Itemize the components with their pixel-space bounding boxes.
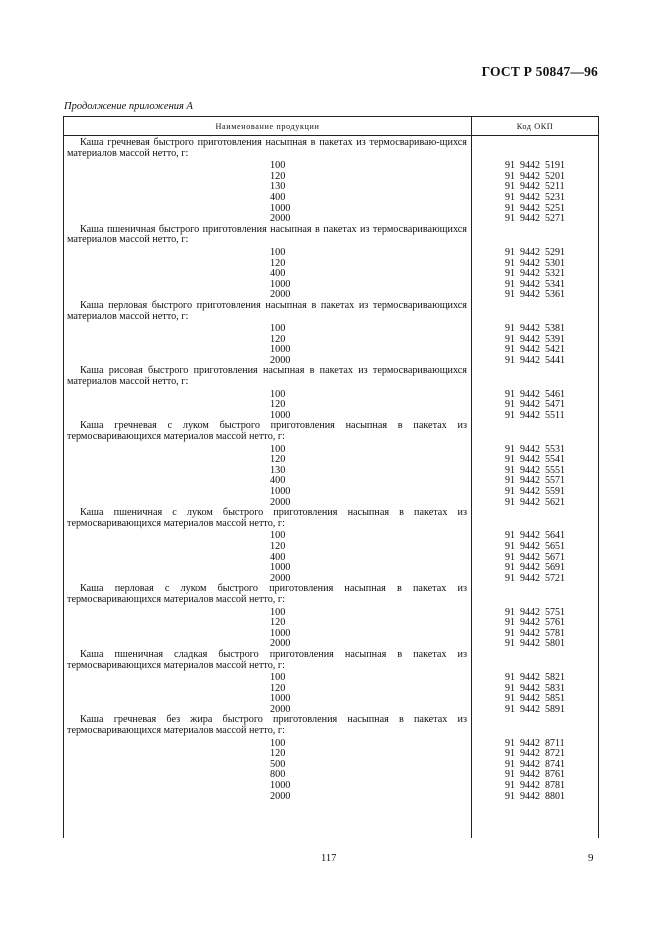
- net-mass-value: 1000: [270, 409, 291, 421]
- net-mass-value: 100: [270, 388, 286, 400]
- net-mass-value: 400: [270, 191, 286, 203]
- okp-code-value: 91 9442 5781: [505, 627, 565, 639]
- net-mass-value: 400: [270, 475, 286, 487]
- okp-code-value: 91 9442 5721: [505, 572, 565, 584]
- product-group-title: Каша пшеничная сладкая быстрого приготовления насыпная в пакетах из термосваривающихся материалов массой нетто, г:: [67, 648, 467, 671]
- product-group-title: Каша перловая быстрого приготовления насыпная в пакетах из термосваривающихся материалов массой нетто, г:: [67, 299, 467, 322]
- product-group-title: Каша пшеничная с луком быстрого приготовления насыпная в пакетах из термосваривающихся материалов массой нетто, г:: [67, 507, 467, 529]
- net-mass-value: 120: [270, 399, 286, 411]
- okp-code-value: 91 9442 8721: [505, 748, 565, 760]
- okp-code-value: 91 9442 8741: [505, 758, 565, 770]
- okp-code-value: 91 9442 5851: [505, 693, 565, 705]
- okp-code-value: 91 9442 5391: [505, 333, 565, 345]
- product-group-title: Каша гречневая с луком быстрого приготовления насыпная в пакетах из термосваривающихся материалов массой нетто, г:: [67, 420, 467, 443]
- net-mass-value: 100: [270, 246, 286, 258]
- okp-code-value: 91 9442 5751: [505, 606, 565, 618]
- net-mass-value: 100: [270, 323, 286, 335]
- continuation-caption: Продолжение приложения А: [64, 101, 193, 112]
- net-mass-value: 130: [270, 181, 286, 193]
- net-mass-value: 400: [270, 268, 286, 280]
- net-mass-value: 1000: [270, 202, 291, 214]
- standard-number: ГОСТ Р 50847—96: [481, 64, 598, 79]
- okp-code-value: 91 9442 5621: [505, 496, 565, 508]
- net-mass-value: 2000: [270, 572, 291, 584]
- table-row: [64, 487, 598, 498]
- okp-code-value: 91 9442 5801: [505, 638, 565, 650]
- column-header-name: Наименование продукции: [64, 117, 472, 135]
- okp-code-value: 91 9442 5571: [505, 475, 565, 487]
- okp-code-value: 91 9442 8711: [505, 737, 565, 749]
- net-mass-value: 1000: [270, 562, 291, 574]
- okp-code-value: 91 9442 5551: [505, 464, 565, 476]
- okp-code-value: 91 9442 5231: [505, 191, 565, 203]
- net-mass-value: 100: [270, 530, 286, 542]
- okp-code-value: 91 9442 5211: [505, 181, 565, 193]
- net-mass-value: 100: [270, 606, 286, 618]
- okp-code-value: 91 9442 5291: [505, 246, 565, 258]
- okp-code-value: 91 9442 5541: [505, 454, 565, 466]
- net-mass-value: 2000: [270, 790, 291, 802]
- okp-code-value: 91 9442 5691: [505, 562, 565, 574]
- net-mass-value: 120: [270, 170, 286, 182]
- okp-code-value: 91 9442 5591: [505, 486, 565, 497]
- product-code-table: [63, 116, 599, 838]
- net-mass-value: 2000: [270, 703, 291, 715]
- net-mass-value: 120: [270, 748, 286, 760]
- product-group-title: Каша гречневая без жира быстрого приготовления насыпная в пакетах из термосваривающихся материалов массой нетто, г:: [67, 714, 467, 737]
- okp-code-value: 91 9442 5531: [505, 443, 565, 455]
- okp-code-value: 91 9442 5441: [505, 354, 565, 366]
- table-rows: [64, 138, 598, 802]
- net-mass-value: 100: [270, 737, 286, 749]
- okp-code-value: 91 9442 5471: [505, 399, 565, 411]
- net-mass-value: 2000: [270, 354, 291, 366]
- net-mass-value: 500: [270, 758, 286, 770]
- okp-code-value: 91 9442 5341: [505, 278, 565, 290]
- okp-code-value: 91 9442 5641: [505, 530, 565, 542]
- table-row: [64, 248, 598, 259]
- product-group-title: Каша пшеничная быстрого приготовления насыпная в пакетах из термосваривающихся материалов массой нетто, г:: [67, 223, 467, 246]
- net-mass-value: 1000: [270, 627, 291, 639]
- okp-code-value: 91 9442 5891: [505, 703, 565, 715]
- net-mass-value: 100: [270, 160, 286, 172]
- product-group-title: Каша гречневая быстрого приготовления насыпная в пакетах из термосвариваю-щихся материалов массой нетто, г:: [67, 137, 467, 159]
- okp-code-value: 91 9442 5671: [505, 551, 565, 563]
- okp-code-value: 91 9442 5821: [505, 672, 565, 684]
- net-mass-value: 120: [270, 257, 286, 269]
- okp-code-value: 91 9442 5461: [505, 388, 565, 400]
- net-mass-value: 400: [270, 551, 286, 563]
- net-mass-value: 1000: [270, 780, 291, 792]
- net-mass-value: 120: [270, 682, 286, 694]
- net-mass-value: 800: [270, 769, 286, 781]
- okp-code-value: 91 9442 5511: [505, 409, 565, 421]
- okp-code-value: 91 9442 8781: [505, 780, 565, 792]
- column-header-code: Код ОКП: [516, 122, 554, 131]
- okp-code-value: 91 9442 5421: [505, 344, 565, 356]
- page-number: 117: [321, 853, 337, 864]
- net-mass-value: 1000: [270, 278, 291, 290]
- okp-code-value: 91 9442 5651: [505, 540, 565, 552]
- net-mass-value: 100: [270, 672, 286, 684]
- product-group-title: Каша перловая с луком быстрого приготовления насыпная в пакетах из термосваривающихся материалов массой нетто, г:: [67, 583, 467, 605]
- net-mass-value: 1000: [270, 486, 291, 497]
- table-row: [64, 542, 598, 553]
- net-mass-value: 130: [270, 464, 286, 476]
- net-mass-value: 2000: [270, 638, 291, 650]
- okp-code-value: 91 9442 5381: [505, 323, 565, 335]
- okp-code-value: 91 9442 5271: [505, 213, 565, 225]
- okp-code-value: 91 9442 5761: [505, 617, 565, 629]
- net-mass-value: 120: [270, 333, 286, 345]
- net-mass-value: 120: [270, 454, 286, 466]
- okp-code-value: 91 9442 5301: [505, 257, 565, 269]
- net-mass-value: 120: [270, 540, 286, 552]
- okp-code-value: 91 9442 5361: [505, 289, 565, 301]
- okp-code-value: 91 9442 5831: [505, 682, 565, 694]
- okp-code-value: 91 9442 8761: [505, 769, 565, 781]
- table-row: [64, 193, 598, 204]
- net-mass-value: 1000: [270, 693, 291, 705]
- net-mass-value: 2000: [270, 289, 291, 301]
- net-mass-value: 100: [270, 443, 286, 455]
- okp-code-value: 91 9442 5191: [505, 160, 565, 172]
- okp-code-value: 91 9442 8801: [505, 790, 565, 802]
- okp-code-value: 91 9442 5251: [505, 202, 565, 214]
- table-body: [64, 136, 598, 838]
- okp-code-value: 91 9442 5321: [505, 268, 565, 280]
- net-mass-value: 2000: [270, 213, 291, 225]
- sheet-number: 9: [588, 852, 594, 864]
- net-mass-value: 1000: [270, 344, 291, 356]
- net-mass-value: 2000: [270, 496, 291, 508]
- okp-code-value: 91 9442 5201: [505, 170, 565, 182]
- net-mass-value: 120: [270, 617, 286, 629]
- product-group-title: Каша рисовая быстрого приготовления насыпная в пакетах из термосваривающихся материалов массой нетто, г:: [67, 365, 467, 388]
- table-row: [64, 792, 598, 803]
- table-header: [64, 117, 598, 136]
